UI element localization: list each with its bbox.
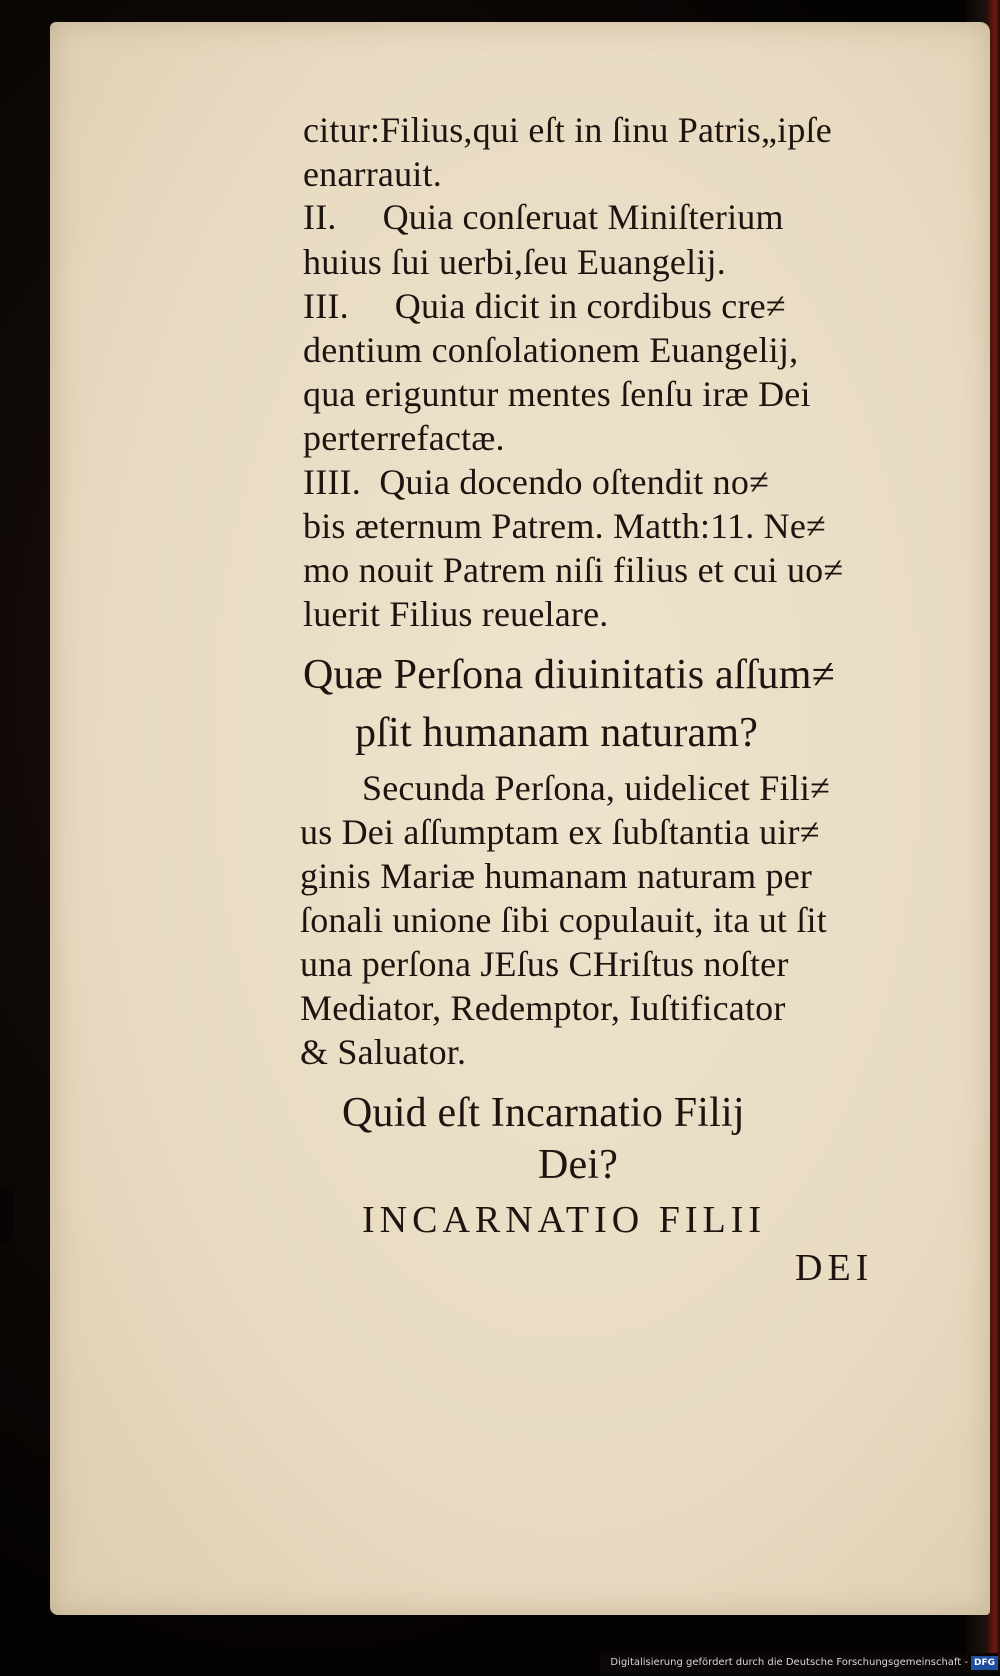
section-heading: Quid eſt Incarnatio Filij [342,1090,745,1136]
text-line: mo nouit Patrem niſi filius et cui uo≠ [303,550,844,590]
footer-text: Digitalisierung gefördert durch die Deutsche Forschungsgemeinschaft - [610,1657,968,1668]
text-line: III. Quia dicit in cordibus cre≠ [303,286,786,326]
caps-line: INCARNATIO FILII [362,1199,767,1241]
text-line: ſonali unione ſibi copulauit, ita ut ſit [300,900,827,940]
digitization-footer [600,1653,998,1673]
text-line: enarrauit. [303,154,442,194]
text-line: qua eriguntur mentes ſenſu iræ Dei [303,374,811,414]
text-line: huius ſui uerbi,ſeu Euangelij. [303,242,726,282]
text-line: ginis Mariæ humanam naturam per [300,856,813,896]
catchword: DEI [795,1247,874,1289]
text-line: & Saluator. [300,1032,467,1072]
section-heading: Dei? [538,1142,619,1188]
dfg-logo: DFG [971,1656,998,1670]
text-line: una perſona JEſus CHriſtus noſter [300,944,789,984]
section-heading: pſit humanam naturam? [355,710,759,756]
text-line: II. Quia conſeruat Miniſterium [303,197,784,237]
text-line: perterrefactæ. [303,418,505,458]
text-line: bis æternum Patrem. Matth:11. Ne≠ [303,506,826,546]
text-line: luerit Filius reuelare. [303,594,609,634]
text-line: us Dei aſſumptam ex ſubſtantia uir≠ [300,812,820,852]
text-line: IIII. Quia docendo oſtendit no≠ [303,462,770,502]
section-heading: Quæ Perſona diuinitatis aſſum≠ [303,652,835,698]
text-line: Mediator, Redemptor, Iuſtificator [300,988,786,1028]
text-line: citur:Filius,qui eſt in ſinu Patris„ipſe [303,110,832,150]
text-line: Secunda Perſona, uidelicet Fili≠ [362,768,831,808]
text-line: dentium conſolationem Euangelij, [303,330,799,370]
